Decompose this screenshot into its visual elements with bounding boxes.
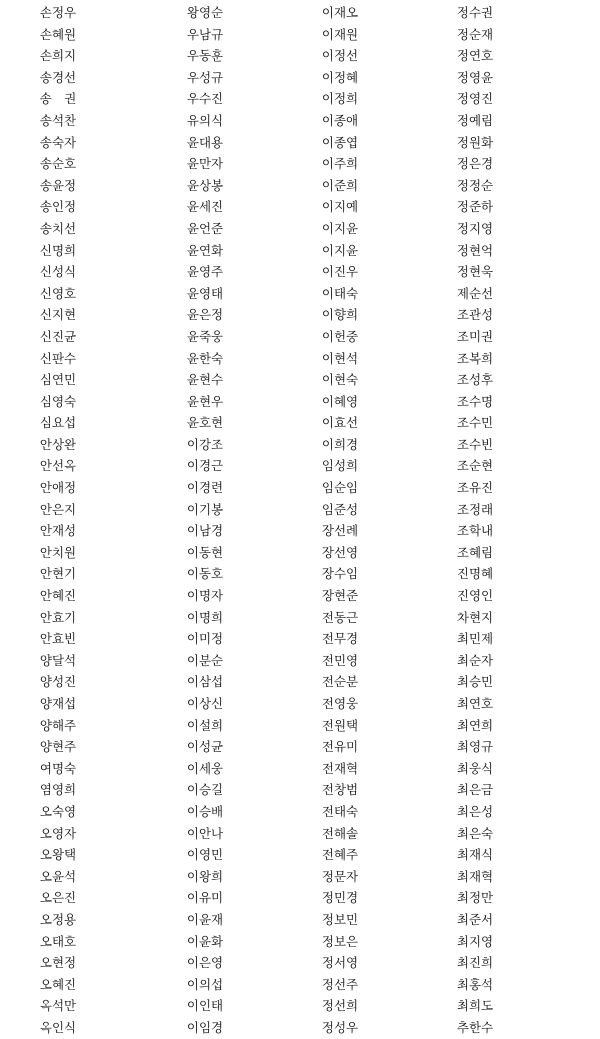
name-entry: 윤호현 (186, 415, 224, 431)
name-entry: 최희도 (456, 998, 494, 1014)
name-entry: 최웅식 (456, 760, 494, 776)
name-entry: 송석찬 (39, 112, 77, 128)
name-entry: 정순재 (456, 26, 494, 42)
name-entry: 신판수 (39, 350, 77, 366)
name-entry: 오현정 (39, 955, 77, 971)
name-entry: 우수진 (186, 91, 224, 107)
name-entry: 이임경 (186, 1019, 224, 1035)
name-entry: 이명자 (186, 588, 224, 604)
name-entry: 정보은 (321, 933, 359, 949)
name-entry: 정성우 (321, 1019, 359, 1035)
name-entry: 유의식 (186, 112, 224, 128)
name-entry: 전민영 (321, 652, 359, 668)
name-entry: 이승배 (186, 803, 224, 819)
name-entry: 윤상봉 (186, 177, 224, 193)
name-entry: 이설희 (186, 717, 224, 733)
name-entry: 윤은정 (186, 307, 224, 323)
name-entry: 오왕택 (39, 847, 77, 863)
name-entry: 정지영 (456, 220, 494, 236)
name-entry: 이윤재 (186, 911, 224, 927)
name-entry: 이종엽 (321, 134, 359, 150)
name-entry: 이향희 (321, 307, 359, 323)
name-entry: 윤만자 (186, 156, 224, 172)
name-entry: 정현억 (456, 242, 494, 258)
name-entry: 조순현 (456, 458, 494, 474)
name-entry: 신성식 (39, 264, 77, 280)
name-entry: 신진균 (39, 328, 77, 344)
name-entry: 안재성 (39, 523, 77, 539)
name-entry: 이승길 (186, 782, 224, 798)
name-entry: 이헌중 (321, 328, 359, 344)
name-entry: 이현석 (321, 350, 359, 366)
name-entry: 이의섭 (186, 976, 224, 992)
name-entry: 차현지 (456, 609, 494, 625)
name-entry: 조복희 (456, 350, 494, 366)
name-entry: 안애정 (39, 480, 77, 496)
name-entry: 최연희 (456, 717, 494, 733)
name-entry: 양해주 (39, 717, 77, 733)
name-entry: 정준하 (456, 199, 494, 215)
name-entry: 정예림 (456, 112, 494, 128)
name-entry: 이왕희 (186, 868, 224, 884)
name-entry: 최진희 (456, 955, 494, 971)
name-entry: 정서영 (321, 955, 359, 971)
name-entry: 진영인 (456, 588, 494, 604)
name-entry: 손희지 (39, 48, 77, 64)
name-entry: 오숙영 (39, 803, 77, 819)
name-entry: 이영민 (186, 847, 224, 863)
name-entry: 이경련 (186, 480, 224, 496)
name-entry: 정영윤 (456, 69, 494, 85)
name-entry: 윤현수 (186, 372, 224, 388)
name-entry: 정원화 (456, 134, 494, 150)
name-entry: 이삼섭 (186, 674, 224, 690)
name-entry: 이희경 (321, 436, 359, 452)
name-entry: 우동훈 (186, 48, 224, 64)
name-entry: 최은숙 (456, 825, 494, 841)
name-entry: 심요섭 (39, 415, 77, 431)
name-column-2 (150, 2, 260, 1039)
name-entry: 이은영 (186, 955, 224, 971)
name-entry: 장수임 (321, 566, 359, 582)
name-entry: 전혜주 (321, 847, 359, 863)
name-entry: 송인정 (39, 199, 77, 215)
name-entry: 안은지 (39, 501, 77, 517)
name-entry: 최연호 (456, 696, 494, 711)
name-entry: 조미권 (456, 328, 494, 344)
name-entry: 정수권 (456, 5, 494, 20)
name-entry: 이재오 (321, 5, 359, 20)
name-entry: 정보민 (321, 911, 359, 927)
name-entry: 장선영 (321, 544, 359, 560)
name-entry: 최영규 (456, 739, 494, 755)
name-entry: 최은금 (456, 782, 494, 798)
name-entry: 전순분 (321, 674, 359, 690)
name-entry: 진명혜 (456, 566, 494, 582)
name-entry: 이세웅 (186, 760, 224, 776)
name-entry: 안치원 (39, 544, 77, 560)
name-entry: 이진우 (321, 264, 359, 280)
name-entry: 전무경 (321, 631, 359, 647)
name-entry: 이동호 (186, 566, 224, 582)
name-entry: 안선옥 (39, 458, 77, 474)
name-entry: 이남경 (186, 523, 224, 539)
name-entry: 이정혜 (321, 69, 359, 85)
name-entry: 오은진 (39, 890, 77, 906)
name-entry: 이혜영 (321, 393, 359, 409)
name-entry: 정현욱 (456, 264, 494, 280)
name-entry: 우성규 (186, 69, 224, 85)
name-entry: 양현주 (39, 739, 77, 755)
name-entry: 이명희 (186, 609, 224, 625)
name-entry: 최재혁 (456, 868, 494, 884)
name-entry: 심영숙 (39, 393, 77, 409)
name-entry: 최은성 (456, 803, 494, 819)
name-entry: 윤현우 (186, 393, 224, 409)
name-entry: 조성후 (456, 372, 494, 388)
name-entry: 임준성 (321, 501, 359, 517)
name-entry: 조학내 (456, 523, 494, 539)
name-entry: 윤세진 (186, 199, 224, 215)
name-entry: 윤영주 (186, 264, 224, 280)
name-entry: 전영웅 (321, 696, 359, 711)
name-entry: 이태숙 (321, 285, 359, 301)
name-entry: 송 권 (39, 91, 77, 107)
name-entry: 송경선 (39, 69, 77, 85)
name-entry: 이정선 (321, 48, 359, 64)
name-entry: 옥인식 (39, 1019, 77, 1035)
name-column-3 (285, 2, 395, 1039)
name-entry: 이강조 (186, 436, 224, 452)
name-column-4 (420, 2, 530, 1039)
name-entry: 양달석 (39, 652, 77, 668)
name-entry: 이윤화 (186, 933, 224, 949)
name-entry: 이상신 (186, 696, 224, 711)
name-entry: 안효빈 (39, 631, 77, 647)
name-entry: 이분순 (186, 652, 224, 668)
name-entry: 이유미 (186, 890, 224, 906)
name-entry: 이지윤 (321, 242, 359, 258)
name-entry: 우남규 (186, 26, 224, 42)
name-entry: 윤한숙 (186, 350, 224, 366)
name-entry: 이성균 (186, 739, 224, 755)
name-entry: 이현숙 (321, 372, 359, 388)
name-entry: 장현준 (321, 588, 359, 604)
name-entry: 신명희 (39, 242, 77, 258)
name-entry: 임순임 (321, 480, 359, 496)
name-entry: 최재식 (456, 847, 494, 863)
name-entry: 윤영태 (186, 285, 224, 301)
name-entry: 안현기 (39, 566, 77, 582)
name-entry: 최민제 (456, 631, 494, 647)
name-entry: 윤죽웅 (186, 328, 224, 344)
name-entry: 조유진 (456, 480, 494, 496)
name-entry: 조수명 (456, 393, 494, 409)
name-entry: 조정래 (456, 501, 494, 517)
name-entry: 이재원 (321, 26, 359, 42)
name-entry: 이주희 (321, 156, 359, 172)
name-entry: 송윤정 (39, 177, 77, 193)
name-entry: 신영호 (39, 285, 77, 301)
name-entry: 윤대용 (186, 134, 224, 150)
name-entry: 안상완 (39, 436, 77, 452)
name-entry: 제순선 (456, 285, 494, 301)
name-entry: 전창범 (321, 782, 359, 798)
name-entry: 이준희 (321, 177, 359, 193)
name-entry: 이동현 (186, 544, 224, 560)
name-entry: 심연민 (39, 372, 77, 388)
name-entry: 전원택 (321, 717, 359, 733)
name-entry: 전동근 (321, 609, 359, 625)
name-entry: 전해솔 (321, 825, 359, 841)
name-entry: 정정순 (456, 177, 494, 193)
name-entry: 이효선 (321, 415, 359, 431)
name-entry: 이안나 (186, 825, 224, 841)
name-entry: 이정희 (321, 91, 359, 107)
name-column-1 (8, 2, 108, 1039)
name-entry: 왕영순 (186, 5, 224, 20)
name-entry: 양성진 (39, 674, 77, 690)
name-entry: 최준서 (456, 911, 494, 927)
name-entry: 정은경 (456, 156, 494, 172)
name-entry: 이지예 (321, 199, 359, 215)
name-entry: 정연호 (456, 48, 494, 64)
name-entry: 손혜원 (39, 26, 77, 42)
name-entry: 정선희 (321, 998, 359, 1014)
name-entry: 조수민 (456, 415, 494, 431)
name-entry: 양재섭 (39, 696, 77, 711)
name-entry: 전태숙 (321, 803, 359, 819)
name-entry: 오정용 (39, 911, 77, 927)
name-entry: 옥석만 (39, 998, 77, 1014)
name-entry: 이기봉 (186, 501, 224, 517)
name-entry: 최정만 (456, 890, 494, 906)
name-entry: 오윤석 (39, 868, 77, 884)
name-entry: 전유미 (321, 739, 359, 755)
name-entry: 오영자 (39, 825, 77, 841)
name-entry: 정민경 (321, 890, 359, 906)
name-entry: 이경근 (186, 458, 224, 474)
name-entry: 손정우 (39, 5, 77, 20)
name-entry: 여명숙 (39, 760, 77, 776)
name-entry: 안혜진 (39, 588, 77, 604)
name-entry: 신지현 (39, 307, 77, 323)
name-entry: 최지영 (456, 933, 494, 949)
name-entry: 조혜림 (456, 544, 494, 560)
name-entry: 이종애 (321, 112, 359, 128)
name-entry: 이지윤 (321, 220, 359, 236)
name-entry: 송순호 (39, 156, 77, 172)
name-entry: 송숙자 (39, 134, 77, 150)
name-entry: 송치선 (39, 220, 77, 236)
name-entry: 이인태 (186, 998, 224, 1014)
name-entry: 추한수 (456, 1019, 494, 1035)
name-entry: 최홍석 (456, 976, 494, 992)
name-entry: 최승민 (456, 674, 494, 690)
name-entry: 최순자 (456, 652, 494, 668)
name-entry: 전재혁 (321, 760, 359, 776)
name-entry: 이미정 (186, 631, 224, 647)
name-entry: 정선주 (321, 976, 359, 992)
name-entry: 오태호 (39, 933, 77, 949)
name-entry: 임성희 (321, 458, 359, 474)
name-entry: 조수빈 (456, 436, 494, 452)
name-entry: 정영진 (456, 91, 494, 107)
name-entry: 염영희 (39, 782, 77, 798)
name-entry: 윤언준 (186, 220, 224, 236)
name-entry: 안효기 (39, 609, 77, 625)
name-entry: 오혜진 (39, 976, 77, 992)
name-entry: 장선례 (321, 523, 359, 539)
name-entry: 조관성 (456, 307, 494, 323)
name-entry: 정문자 (321, 868, 359, 884)
name-entry: 윤연화 (186, 242, 224, 258)
